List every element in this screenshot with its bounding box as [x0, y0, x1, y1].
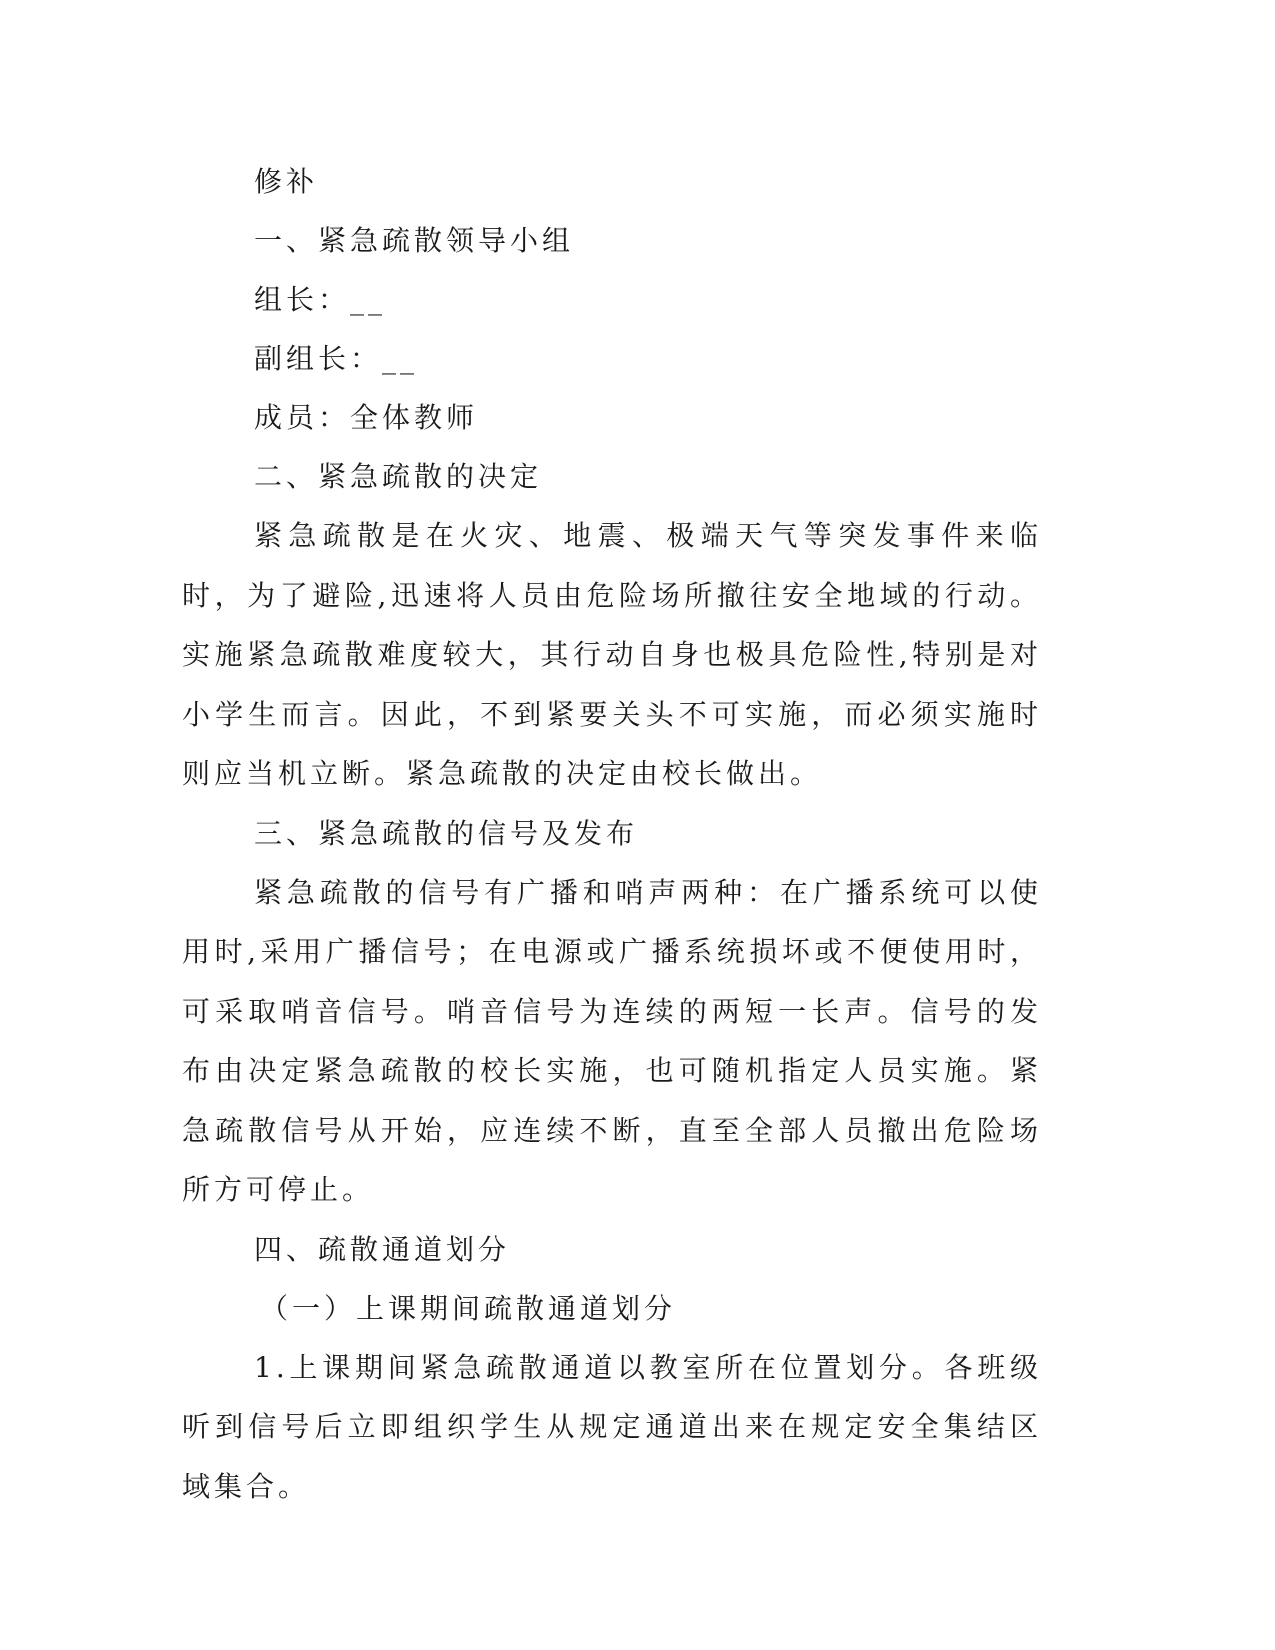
- paragraph-decision: 紧急疏散是在火灾、地震、极端天气等突发事件来临时，为了避险,迅速将人员由危险场所撤往安全地域的行动。实施紧急疏散难度较大，其行动自身也极具危险性,特别是对小学生而言。因此，不到紧要关头不可实施，而必须实施时则应当机立断。紧急疏散的决定由校长做出。: [182, 519, 1042, 790]
- team-leader-line: 组长：__: [254, 283, 387, 316]
- section-heading-decision: 二、紧急疏散的决定: [254, 460, 543, 493]
- section-heading-leadership: 一、紧急疏散领导小组: [254, 224, 575, 257]
- paragraph-class-time: 1.上课期间紧急疏散通道以教室所在位置划分。各班级听到信号后立即组织学生从规定通道出来在规定安全集结区域集合。: [182, 1350, 1042, 1503]
- document-body: [182, 152, 1042, 1516]
- subheading-class-time: （一）上课期间疏散通道划分: [260, 1291, 677, 1325]
- members-line: 成员：全体教师: [254, 401, 479, 434]
- paragraph-signal: 紧急疏散的信号有广播和哨声两种：在广播系统可以使用时,采用广播信号；在电源或广播系统损坏或不便使用时，可采取哨音信号。哨音信号为连续的两短一长声。信号的发布由决定紧急疏散的校长实施，也可随机指定人员实施。紧急疏散信号从开始，应连续不断，直至全部人员撤出危险场所方可停止。: [182, 875, 1042, 1206]
- deputy-leader-line: 副组长：__: [254, 342, 419, 375]
- text-line-repair: 修补: [254, 165, 319, 198]
- section-heading-signal: 三、紧急疏散的信号及发布: [254, 816, 639, 850]
- section-heading-passages: 四、疏散通道划分: [254, 1232, 511, 1266]
